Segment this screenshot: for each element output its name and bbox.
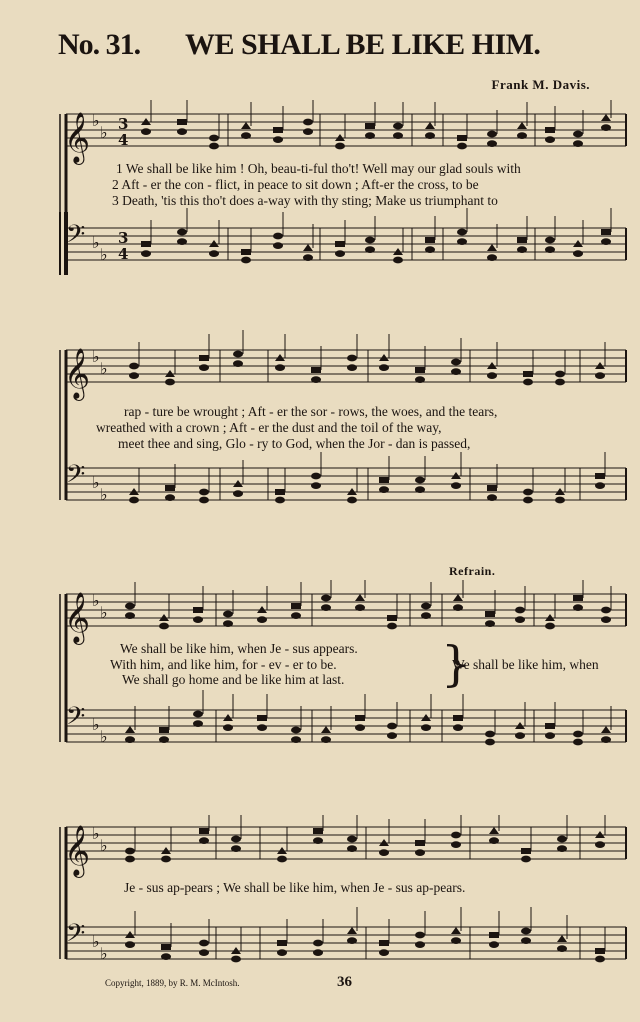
verse-1-line-2: rap - ture be wrought ; Aft - er the sor - rows, the woes, and the tears, bbox=[124, 404, 498, 419]
svg-text:♭: ♭ bbox=[100, 603, 108, 622]
svg-text:4: 4 bbox=[118, 245, 129, 264]
verse-2-line-3: With him, and like him, for - ev - er to be. bbox=[110, 657, 337, 672]
page-number: 36 bbox=[337, 974, 352, 990]
verse-3-line-2: meet thee and sing, Glo - ry to God, when the Jor - dan is passed, bbox=[118, 436, 471, 451]
verse-2-line-2: wreathed with a crown ; Aft - er the dust and the toil of the way, bbox=[96, 420, 442, 435]
svg-text:𝄢: 𝄢 bbox=[66, 702, 86, 738]
svg-text:♭: ♭ bbox=[92, 233, 100, 252]
svg-text:𝄢: 𝄢 bbox=[66, 460, 86, 496]
refrain-lyric-line-2: Je - sus ap-pears ; We shall be like him, when Je - sus ap-pears. bbox=[124, 880, 466, 895]
svg-text:𝄢: 𝄢 bbox=[66, 220, 86, 256]
svg-text:3: 3 bbox=[118, 115, 129, 134]
verse-3-line-3: We shall go home and be like him at last. bbox=[122, 672, 345, 687]
svg-text:𝄞: 𝄞 bbox=[64, 348, 91, 399]
svg-text:♭: ♭ bbox=[100, 944, 108, 963]
svg-text:♭: ♭ bbox=[100, 123, 108, 142]
verse-2-line-1: 2 Aft - er the con - flict, in peace to sit down ; Aft-er the cross, to be bbox=[112, 177, 479, 192]
svg-text:♭: ♭ bbox=[92, 715, 100, 734]
verse-3-line-1: 3 Death, 'tis this tho't does a-way with thy sting; Make us triumphant to bbox=[112, 193, 498, 208]
composer-credit: Frank M. Davis. bbox=[491, 77, 590, 92]
svg-text:𝄞: 𝄞 bbox=[64, 112, 91, 163]
svg-text:𝄞: 𝄞 bbox=[64, 825, 91, 876]
verse-1-line-3: We shall be like him, when Je - sus appears. bbox=[120, 641, 358, 656]
svg-text:3: 3 bbox=[118, 229, 129, 248]
music-system-4 bbox=[0, 815, 640, 990]
verse-1-line-1: 1 We shall be like him ! Oh, beau-ti-ful tho't! Well may our glad souls with bbox=[116, 161, 521, 176]
svg-text:♭: ♭ bbox=[92, 347, 100, 366]
verse-brace: } bbox=[441, 636, 472, 692]
hymn-number: No. 31. bbox=[58, 28, 141, 61]
svg-text:♭: ♭ bbox=[92, 111, 100, 130]
svg-text:♭: ♭ bbox=[92, 932, 100, 951]
svg-text:♭: ♭ bbox=[92, 591, 100, 610]
svg-text:𝄞: 𝄞 bbox=[64, 592, 91, 643]
svg-text:4: 4 bbox=[118, 131, 129, 150]
svg-text:♭: ♭ bbox=[92, 824, 100, 843]
refrain-lyric-line-1: We shall be like him, when bbox=[452, 657, 599, 672]
hymn-title: WE SHALL BE LIKE HIM. bbox=[185, 28, 541, 61]
svg-text:𝄢: 𝄢 bbox=[66, 919, 86, 955]
svg-text:♭: ♭ bbox=[100, 836, 108, 855]
refrain-label: Refrain. bbox=[449, 564, 496, 578]
svg-text:♭: ♭ bbox=[100, 727, 108, 746]
svg-text:♭: ♭ bbox=[92, 473, 100, 492]
copyright-notice: Copyright, 1889, by R. M. McIntosh. bbox=[105, 978, 240, 988]
svg-text:♭: ♭ bbox=[100, 485, 108, 504]
svg-text:♭: ♭ bbox=[100, 359, 108, 378]
svg-text:♭: ♭ bbox=[100, 245, 108, 264]
